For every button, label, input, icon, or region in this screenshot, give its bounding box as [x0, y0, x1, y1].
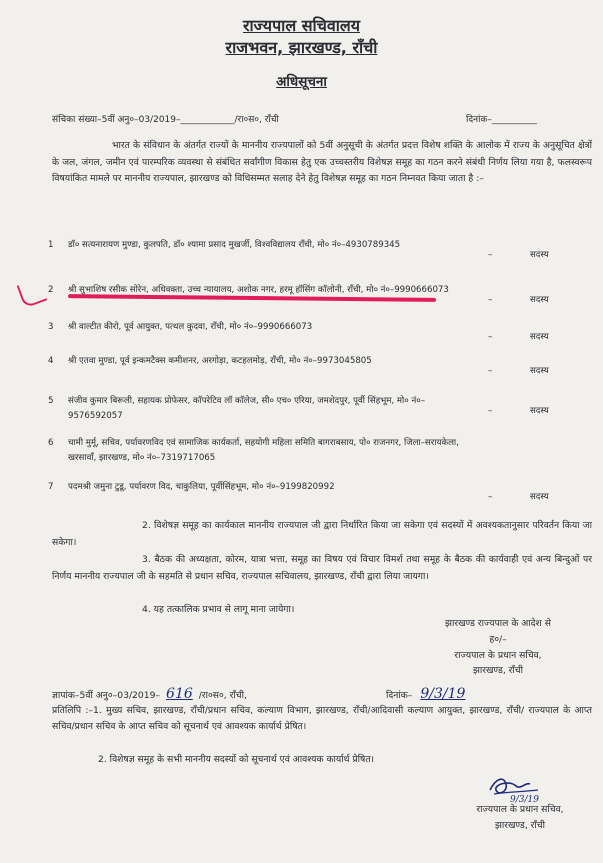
signature-date: 9/3/19 — [510, 795, 539, 804]
notification-title: अधिसूचना — [276, 74, 327, 90]
handwritten-signature — [486, 770, 546, 804]
file-date: दिनांक–__________ — [466, 115, 537, 125]
order-line-4: झारखण्ड, राँची — [472, 665, 524, 676]
memo-line: ज्ञापांक–5वीं अनु०–03/2019– 616 /रा०स०, राँची, — [52, 686, 247, 702]
intro-paragraph: भारत के संविधान के अंतर्गत राज्यों के माननीय राज्यपालों को 5वीं अनुसूची के अंतर्गत प्रदत्त विशेष शक्ति के आलोक में राज्य के अनुसूचित क्षेत्रों के जल, जंगल, जमीन एवं पारम्परिक व्यवस्था से संबंधित सर्वांगीण विकास हेतु एक उच्चस्तरीय विशेषज्ञ समूह का गठन करने संबंधी निर्णय लिया गया है, फलस्वरूप विषयांकित मामले पर माननीय राज्यपाल, झारखण्ड को विधिसम्मत सलाह देने हेतु विशेषज्ञ समूह का गठन निम्नवत किया जाता है :– — [52, 140, 592, 184]
footer-line-2: झारखण्ड, राँची — [494, 820, 546, 831]
copy-to-2: 2. विशेषज्ञ समूह के सभी माननीय सदस्यों को सूचनार्थ एवं आवश्यक कार्यार्थ प्रेषित। — [98, 754, 375, 765]
order-line-1: झारखण्ड राज्यपाल के आदेश से — [445, 618, 551, 629]
red-tick-mark — [17, 278, 48, 309]
notification-page: राज्यपाल सचिवालय राजभवन, झारखण्ड, राँची अधिसूचना संचिका संख्या–5वीं अनु०–03/2019–____________/रा०स०, राँची दिनांक–__________ भारत के संविधान के अंतर्गत राज्यों के माननीय राज्यपालों को 5वीं अनुसूची के अंतर्गत प्रदत्त विशेष शक्ति के आलोक में राज्य के अनुसूचित क्षेत्रों के जल, जंगल, जमीन एवं पारम्परिक व्यवस्था से संबंधित सर्वांगीण विकास हेतु एक उच्चस्तरीय विशेषज्ञ समूह का गठन करने संबंधी निर्णय लिया गया है, फलस्वरूप विषयांकित मामले पर माननीय राज्यपाल, झारखण्ड को विधिसम्मत सलाह देने हेतु विशेषज्ञ समूह का गठन निम्नवत किया जाता है :– 1 डॉ० सत्यनारायण मुण्डा, कुलपति, डॉ० श्यामा प्रसाद मुखर्जी, विश्वविद्यालय राँची, मो० नं०–4930789345 – सदस्य 2 श्री सुभाशिष रसीक सोरेन, अधिवक्ता, उच्च न्यायालय, अशोक नगर, हरमू हॉसिंग कॉलोनी, राँची, मो० नं०–9990666073 – सदस्य 3 श्री वाल्टीत कीरो, पूर्व आयुक्त, पत्थल कुदवा, राँची, मो० नं०–9990666073 – सदस्य 4 श्री एतवा मुण्डा, पूर्व इन्कमटैक्स कमीशनर, अरगोड़ा, कटहलमोड़, राँची, मो० नं०–9973045805 – सदस्य 5 संजीव कुमार बिरूली, सहायक प्रोफेसर, कॉपरेटिव लॉ कॉलेज, सी० एच० एरिया, जमशेदपुर, पूर्वी सिंहभूम, मो० नं०–9576592057 – सदस्य 6 चामी मुर्मू, सचिव, पर्यावरणविद एवं सामाजिक कार्यकर्ता, सहयोगी महिला समिति बागराबसाय, पो० राजनगर, जिला–सरायकेला, खरसावाँ, झारखण्ड, मो० नं०–7319717065 7 पदमश्री जमुना टुडू, पर्यावरण विद, चाकुलिया, पूर्वीसिंहभूम, मो० नं०–9199820992 – सदस्य 2. विशेषज्ञ समूह का कार्यकाल माननीय राज्यपाल जी द्वारा निर्धारित किया जा सकेगा एवं सदस्यों में अवश्यकतानुसार परिवर्तन किया जा सकेगा। 3. बैठक की अध्यक्षता, कोरम, यात्रा भत्ता, समूह का विषय एवं विचार विमर्श तथा समूह के बैठक की कार्यवाही एवं अन्य बिन्दुओं पर निर्णय माननीय राज्यपाल जी के सहमति से प्रधान सचिव, राज्यपाल सचिवालय, झारखण्ड, राँची द्वारा लिया जायगा। 4. यह तत्कालिक प्रभाव से लागू माना जायेगा। झारखण्ड राज्यपाल के आदेश से ह०/– राज्यपाल के प्रधान सचिव, झारखण्ड, राँची ज्ञापांक–5वीं अनु०–03/2019– 616 /रा०स०, राँची, दिनांक– 9/3/19 प्रतिलिपि :–1. मुख्य सचिव, झारखण्ड, राँची/प्रधान सचिव, कल्याण विभाग, झारखण्ड, राँची/आदिवासी कल्याण आयुक्त, झारखण्ड, राँची/ राज्यपाल के आप्त सचिव/प्रधान सचिव के आप्त सचिव को सूचनार्थ एवं आवश्यक कार्यार्थ प्रेषित। 2. विशेषज्ञ समूह के सभी माननीय सदस्यों को सूचनार्थ एवं आवश्यक कार्यार्थ प्रेषित। 9/3/19 राज्यपाल के प्रधान सचिव, झारखण्ड, राँची — [0, 0, 603, 863]
order-line-2: ह०/– — [489, 634, 507, 645]
para-4: 4. यह तत्कालिक प्रभाव से लागू माना जायेगा। — [142, 604, 295, 615]
office-address: राजभवन, झारखण्ड, राँची — [225, 38, 378, 57]
para-2: 2. विशेषज्ञ समूह का कार्यकाल माननीय राज्यपाल जी द्वारा निर्धारित किया जा सकेगा एवं सदस्यों में अवश्यकतानुसार परिवर्तन किया जा सकेगा। — [52, 520, 592, 548]
office-heading: राज्यपाल सचिवालय — [242, 16, 361, 35]
footer-line-1: राज्यपाल के प्रधान सचिव, — [476, 804, 564, 815]
para-3: 3. बैठक की अध्यक्षता, कोरम, यात्रा भत्ता, समूह का विषय एवं विचार विमर्श तथा समूह के बैठक की कार्यवाही एवं अन्य बिन्दुओं पर निर्णय माननीय राज्यपाल जी के सहमति से प्रधान सचिव, राज्यपाल सचिवालय, झारखण्ड, राँची द्वारा लिया जायगा। — [52, 554, 592, 582]
memo-number: 616 — [166, 686, 193, 702]
file-number: संचिका संख्या–5वीं अनु०–03/2019–____________/रा०स०, राँची — [52, 115, 279, 125]
memo-date: दिनांक– 9/3/19 — [386, 686, 466, 702]
order-line-3: राज्यपाल के प्रधान सचिव, — [454, 650, 542, 661]
copy-to-1: प्रतिलिपि :–1. मुख्य सचिव, झारखण्ड, राँची/प्रधान सचिव, कल्याण विभाग, झारखण्ड, राँची/आदिवासी कल्याण आयुक्त, झारखण्ड, राँची/ राज्यपाल के आप्त सचिव/प्रधान सचिव के आप्त सचिव को सूचनार्थ एवं आवश्यक कार्यार्थ प्रेषित। — [52, 705, 592, 732]
